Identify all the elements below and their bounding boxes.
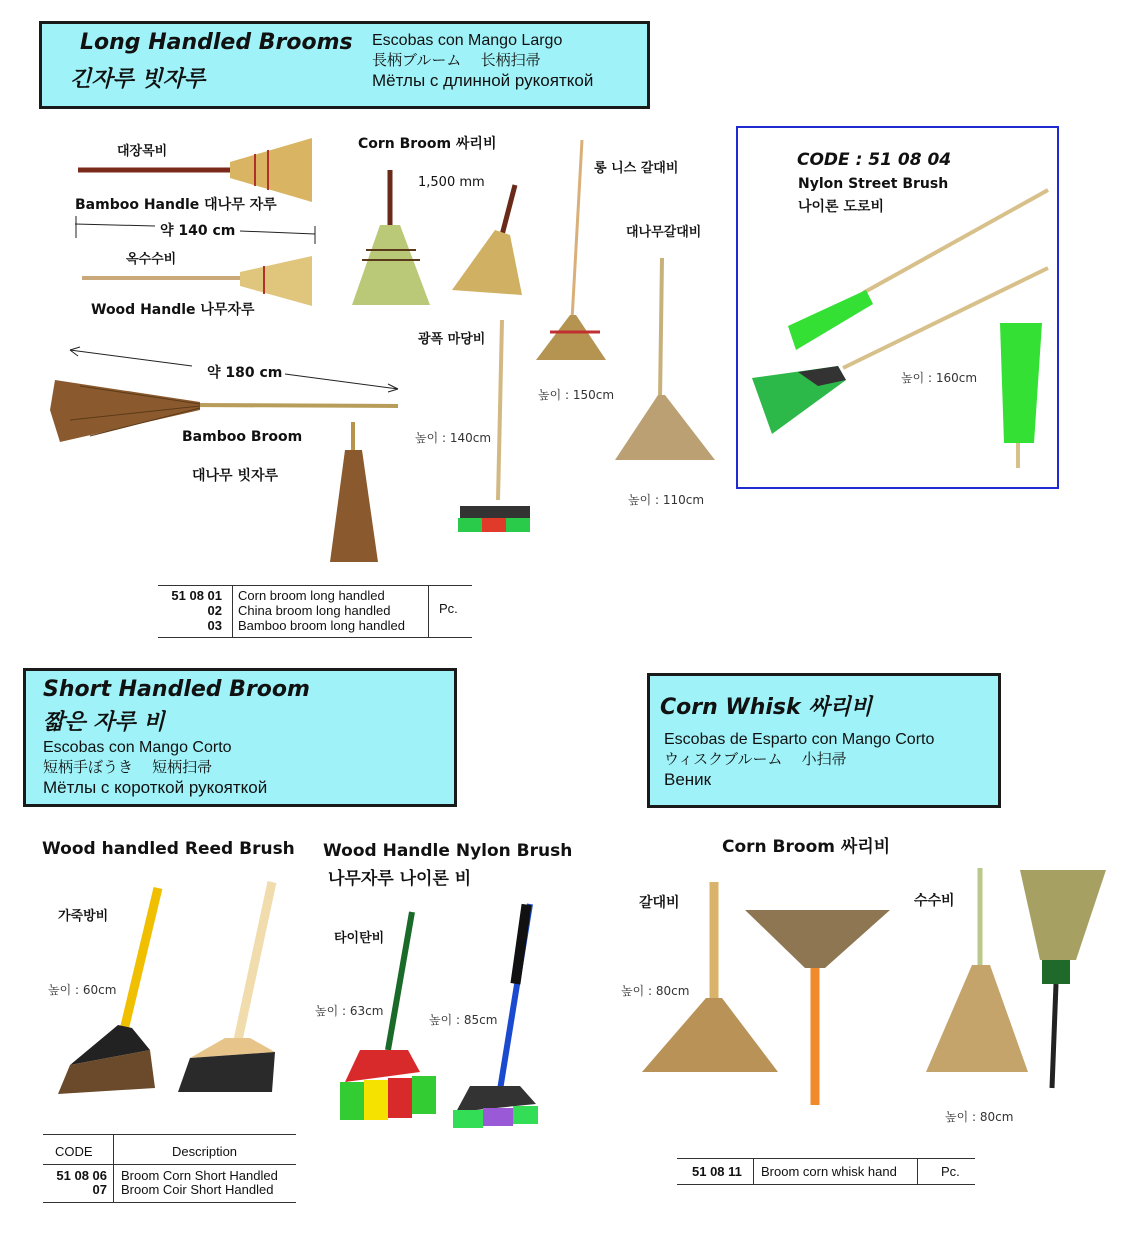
nylon-brush-image xyxy=(738,128,1061,491)
label-gajuk: 가죽방비 xyxy=(58,909,109,924)
nylon-street-brush-box xyxy=(736,126,1059,489)
row-desc: China broom long handled xyxy=(238,603,391,618)
bamboo-handle-broom-image xyxy=(78,138,312,202)
row-code: 03 xyxy=(207,618,222,633)
long-title-ko: 긴자루 빗자루 xyxy=(70,67,206,92)
bamboo-broom-vertical-image xyxy=(330,422,378,562)
whisk-table xyxy=(677,1158,975,1185)
row-desc: Broom Coir Short Handled xyxy=(121,1182,274,1197)
row-desc: Bamboo broom long handled xyxy=(238,618,405,633)
label-galdae: 갈대비 xyxy=(639,895,680,911)
label-gwangpok: 광폭 마당비 xyxy=(418,332,486,347)
galdae-whisk-2-image xyxy=(745,910,890,1105)
long-title-en: Long Handled Brooms xyxy=(80,30,353,55)
short-brooms-table xyxy=(43,1134,296,1204)
whisk-title: Corn Whisk 싸리비 xyxy=(660,695,873,720)
short-title-es: Escobas con Mango Corto xyxy=(43,739,232,756)
long-brooms-table xyxy=(158,585,472,638)
susu-whisk-image xyxy=(926,868,1028,1072)
short-brooms-art xyxy=(0,860,1100,1140)
unit: Pc. xyxy=(941,1164,960,1179)
label-wood-handle: Wood Handle 나무자루 xyxy=(91,302,255,318)
long-title-jpcn: 長柄ブルーム 长柄扫帚 xyxy=(372,52,541,69)
label-height-80a: 높이 : 80cm xyxy=(621,984,690,998)
label-nylon-brush-ko: 나무자루 나이론 비 xyxy=(328,869,472,889)
corn-broom-image xyxy=(352,170,430,305)
short-title-ko: 짧은 자루 비 xyxy=(43,710,165,735)
label-approx-180: 약 180 cm xyxy=(207,365,283,381)
row-code: 07 xyxy=(92,1182,107,1197)
row-desc: Corn broom long handled xyxy=(238,588,385,603)
label-approx-140: 약 140 cm xyxy=(160,223,236,239)
nylon-height: 높이 : 160cm xyxy=(901,371,978,385)
titan-nylon-brush-image xyxy=(340,912,436,1120)
label-titan: 타이탄비 xyxy=(334,931,385,946)
label-height-80b: 높이 : 80cm xyxy=(945,1110,1014,1124)
label-corn-broom: Corn Broom 싸리비 xyxy=(358,136,497,152)
whisk-title-es: Escobas de Esparto con Mango Corto xyxy=(664,731,935,748)
unit: Pc. xyxy=(439,601,458,616)
short-title-jpcn: 短柄手ぼうき 短柄扫帚 xyxy=(43,759,213,776)
row-code: 02 xyxy=(207,603,222,618)
long-title-es: Escobas con Mango Largo xyxy=(372,32,563,49)
label-bamboo-reed: 대나무갈대비 xyxy=(626,225,702,240)
wide-yard-broom-image xyxy=(458,320,530,532)
row-code: 51 08 06 xyxy=(56,1168,107,1183)
row-desc: Broom Corn Short Handled xyxy=(121,1168,278,1183)
china-broom-image xyxy=(452,185,522,295)
label-reed-brush: Wood handled Reed Brush xyxy=(42,839,295,859)
nylon-name-ko: 나이론 도로비 xyxy=(798,199,885,215)
label-height-85: 높이 : 85cm xyxy=(429,1013,498,1027)
short-title-ru: Мётлы с короткой рукояткой xyxy=(43,778,268,797)
label-bamboo-broom: Bamboo Broom xyxy=(182,429,303,445)
reed-brush-yellow-image xyxy=(58,888,158,1094)
long-title-ru: Мётлы с длинной рукояткой xyxy=(372,71,594,90)
label-daejangmok: 대장목비 xyxy=(117,144,168,159)
long-brooms-header xyxy=(39,21,650,109)
label-bamboo-handle: Bamboo Handle 대나무 자루 xyxy=(75,197,277,213)
short-broom-header xyxy=(23,668,457,807)
bamboo-reed-broom-image xyxy=(615,258,715,460)
row-code: 51 08 01 xyxy=(171,588,222,603)
susu-whisk-2-image xyxy=(1020,870,1106,1088)
label-1500mm: 1,500 mm xyxy=(418,175,485,190)
reed-brush-wood-image xyxy=(178,882,275,1092)
column-header-description: Description xyxy=(172,1144,238,1159)
whisk-title-jpcn: ウィスクブルーム 小扫帚 xyxy=(664,751,847,768)
label-height-60: 높이 : 60cm xyxy=(48,983,117,997)
whisk-title-ru: Веник xyxy=(664,770,712,789)
label-height-140: 높이 : 140cm xyxy=(415,431,492,445)
corn-whisk-header xyxy=(647,673,1001,808)
label-height-150: 높이 : 150cm xyxy=(538,388,615,402)
nylon-code: CODE : 51 08 04 xyxy=(797,150,952,170)
label-nylon-brush: Wood Handle Nylon Brush xyxy=(323,841,573,861)
label-corn-broom-2: Corn Broom 싸리비 xyxy=(722,837,891,857)
nylon-name: Nylon Street Brush xyxy=(798,176,949,192)
blue-nylon-brush-image xyxy=(453,904,538,1128)
row-desc: Broom corn whisk hand xyxy=(761,1164,897,1179)
row-code: 51 08 11 xyxy=(692,1164,742,1179)
column-header-code: CODE xyxy=(55,1144,93,1159)
label-susu: 수수비 xyxy=(914,893,955,909)
short-title-en: Short Handled Broom xyxy=(43,677,310,702)
label-height-110: 높이 : 110cm xyxy=(628,493,705,507)
label-oksusu: 옥수수비 xyxy=(126,252,177,267)
label-bamboo-broom-ko: 대나무 빗자루 xyxy=(192,468,279,484)
label-long-nis: 롱 니스 갈대비 xyxy=(594,161,679,176)
label-height-63: 높이 : 63cm xyxy=(315,1004,384,1018)
